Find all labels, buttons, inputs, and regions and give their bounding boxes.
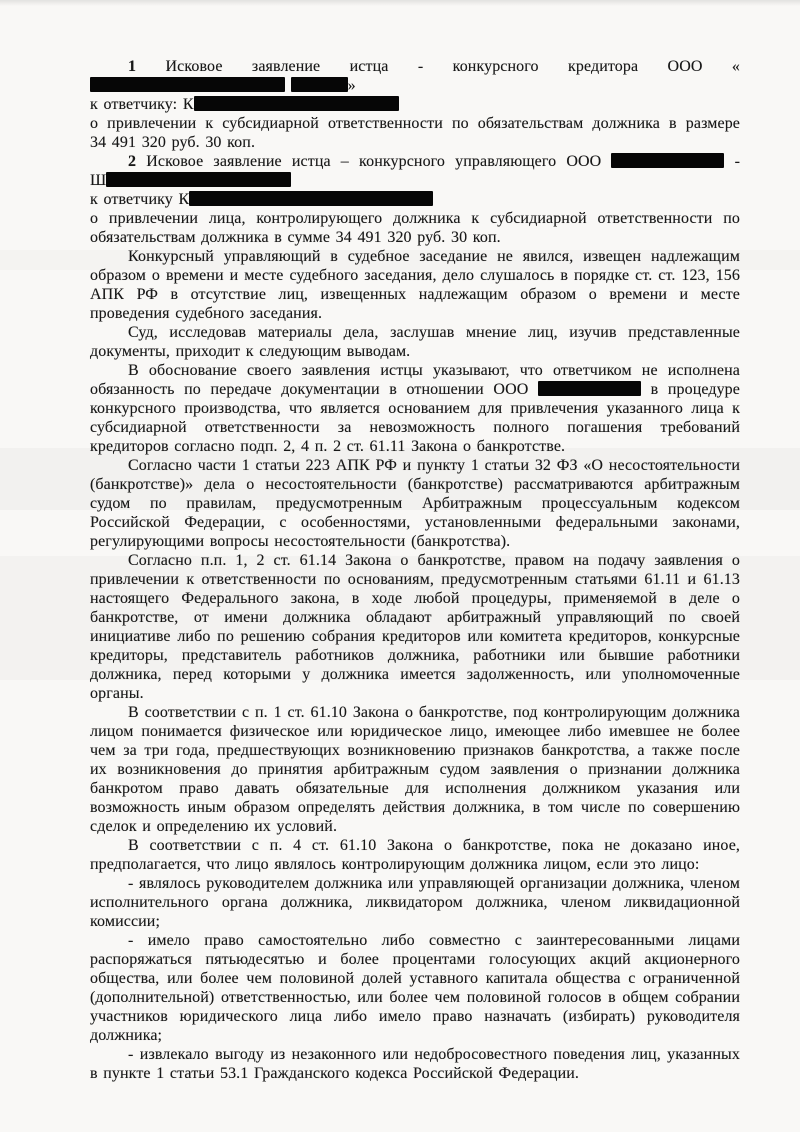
text-run: Суд, исследовав материалы дела, заслушав мнение лиц, изучив представленные документы, приходит к следующим выводам. [90,324,740,360]
text-run: в процедуре конкурсного производства, что является основанием для привлечения указанного лица к субсидиарной ответственности за невозможность полного погашения требований кредиторов согласно подп. 2, 4 п. 2 ст. 61.11 Закона о банкротстве. [90,381,740,455]
paragraph [90,190,740,209]
redacted-segment [90,77,285,94]
redaction-bar [106,172,291,187]
redaction-bar [611,153,724,168]
paragraph [90,361,740,456]
text-run: В обоснование своего заявления истцы указывают, что ответчиком не исполнена обязанность по передаче документации в отношении ООО [90,362,740,398]
text-run: - [724,153,741,170]
redaction-bar [538,381,641,396]
redacted-segment [611,153,724,170]
text-run: Согласно части 1 статьи 223 АПК РФ и пункту 1 статьи 32 ФЗ «О несостоятельности (банкротстве)» дела о несостоятельности (банкротстве) рассматриваются арбитражным судом по правилам, предусмотренным Арбитражным процессуальным кодексом Российской Федерации, с особенностями, установленными федеральными законами, регулирующими вопросы несостоятельности (банкротства). [90,457,740,550]
text-run: Согласно п.п. 1, 2 ст. 61.14 Закона о банкротстве, правом на подачу заявления о привлечении к ответственности по основаниям, предусмотренным статьями 61.11 и 61.13 настоящего Федерального закона, в ходе любой процедуры, применяемой в деле о банкротстве, от имени должника обладают арбитражный управляющий по своей инициативе либо по решению собрания кредиторов или комитета кредиторов, конкурсные кредиторы, представитель работников должника, работники или бывшие работники должника, перед которыми у должника имеется задолженность, или уполномоченные органы. [90,552,740,702]
paragraph [90,836,740,874]
paragraph [90,95,740,114]
paragraph [90,874,740,931]
text-run: Конкурсный управляющий в судебное заседание не явился, извещен надлежащим образом о времени и месте судебного заседания, дело слушалось в порядке ст. ст. 123, 156 АПК РФ в отсутствие лиц, извещенных надлежащим образом о времени и месте проведения судебного заседания. [90,248,740,322]
paragraph-number: 2 [128,153,137,170]
paragraph [90,57,740,95]
paragraph [90,209,740,247]
paragraph [90,323,740,361]
text-run: к ответчику: [90,96,183,113]
paragraph [90,1045,740,1083]
text-run: Исковое заявление истца – конкурсного управляющего ООО [136,153,612,170]
text-run: В соответствии с п. 4 ст. 61.10 Закона о банкротстве, пока не доказано иное, предполагается, что лицо являлось контролирующим должника лицом, если это лицо: [90,837,740,873]
paragraph [90,931,740,1045]
redaction-bar [189,191,433,206]
text-run: - являлось руководителем должника или управляющей организации должника, членом исполнительного органа должника, ликвидатором должника, членом ликвидационной комиссии; [90,875,740,930]
redacted-segment: Ш [90,172,291,189]
paragraph [90,551,740,703]
text-run: - имело право самостоятельно либо совместно с заинтересованными лицами распоряжаться пятьюдесятью и более процентами голосующих акций акционерного общества, или более чем половиной долей уставного капитала общества с ограниченной (дополнительной) ответственностью, или более чем половиной голосов в общем собрании участников юридического лица либо имело право назначать (избирать) руководителя должника; [90,932,740,1044]
document-body [90,57,740,1083]
paragraph [90,247,740,323]
text-run: Исковое заявление истца - конкурсного кредитора ООО « [136,58,740,75]
redaction-bar [194,96,399,111]
paragraph [90,703,740,836]
paragraph [90,114,740,152]
redacted-segment [538,381,641,398]
text-run: о привлечении к субсидиарной ответственности по обязательствам должника в размере 34 491 320 руб. 30 коп. [90,115,740,151]
redaction-bar [90,77,285,92]
text-run: о привлечении лица, контролирующего должника к субсидиарной ответственности по обязательствам должника в сумме 34 491 320 руб. 30 коп. [90,210,740,246]
paragraph [90,152,740,190]
redaction-bar [291,77,348,92]
text-run: В соответствии с п. 1 ст. 61.10 Закона о банкротстве, под контролирующим должника лицом понимается физическое или юридическое лицо, имеющее либо имевшее не более чем за три года, предшествующих возникновению признаков банкротства, а также после их возникновения до принятия арбитражным судом заявления о признании должника банкротом право давать обязательные для исполнения должником указания или возможность иным образом определять действия должника, в том числе по совершению сделок и определению их условий. [90,704,740,835]
text-run [285,77,291,94]
paragraph [90,456,740,551]
text-run: к ответчику [90,191,179,208]
redacted-segment: К [178,191,433,208]
redacted-segment: К [183,96,399,113]
scan-edge-artifact [0,0,800,6]
paragraph-number: 1 [128,58,137,75]
redacted-segment: » [291,77,356,94]
text-run: - извлекало выгоду из незаконного или недобросовестного поведения лиц, указанных в пункте 1 статьи 53.1 Гражданского кодекса Российской Федерации. [90,1046,740,1082]
